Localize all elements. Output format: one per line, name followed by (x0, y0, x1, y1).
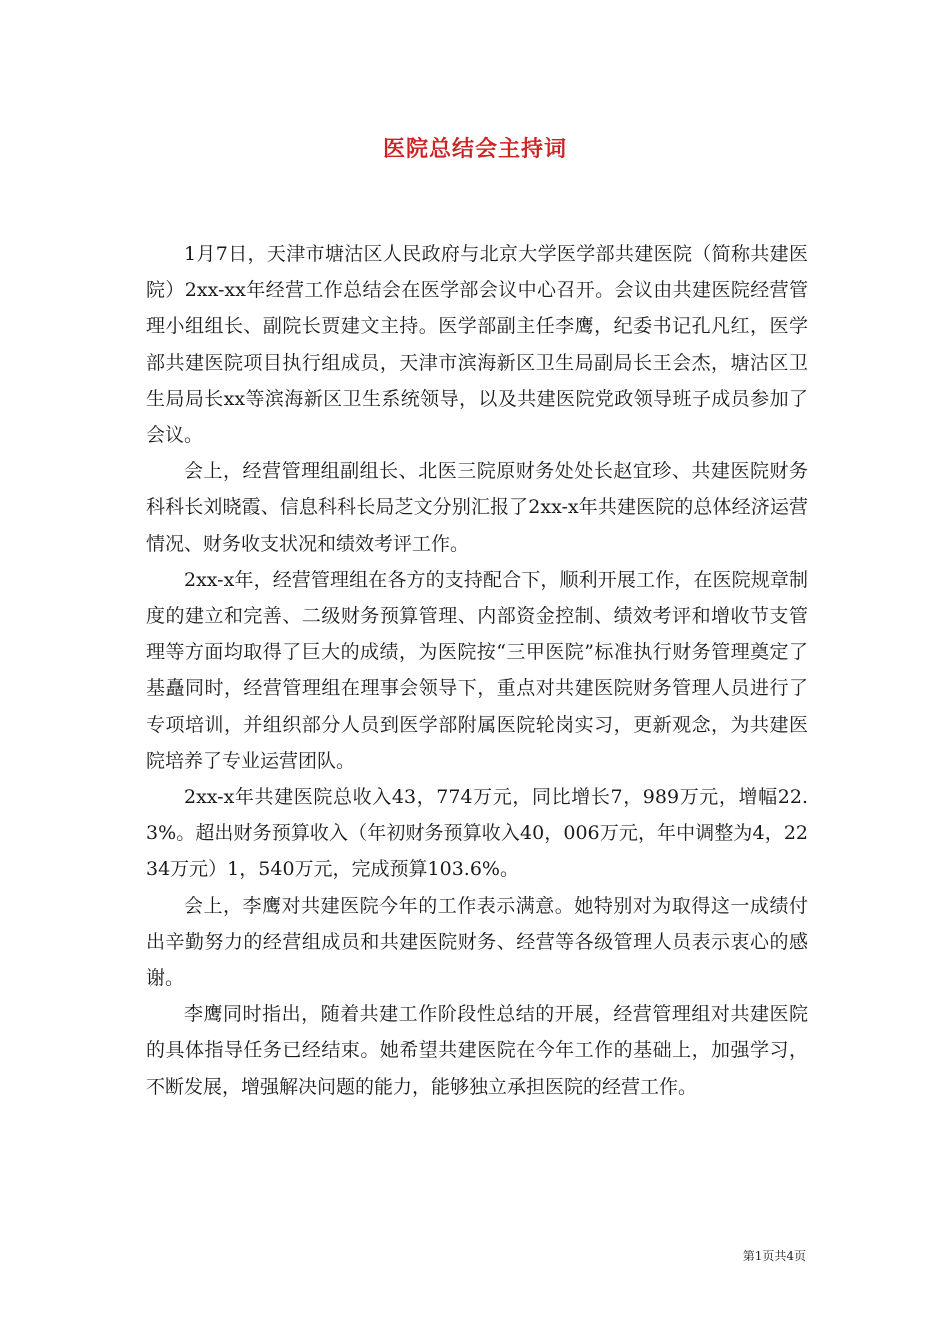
document-body (146, 236, 808, 1105)
paragraph-2: 会上，经营管理组副组长、北医三院原财务处处长赵宜珍、共建医院财务科科长刘晓霞、信息科科长局芝文分别汇报了2xx-x年共建医院的总体经济运营情况、财务收支状况和绩效考评工作。 (146, 460, 808, 555)
paragraph-4: 2xx-x年共建医院总收入43，774万元，同比增长7，989万元，增幅22.3%。超出财务预算收入（年初财务预算收入40，006万元，年中调整为4，2234万元）1，540万元，完成预算103.6%。 (146, 786, 808, 881)
document-title: 医院总结会主持词 (382, 136, 567, 162)
paragraph-3: 2xx-x年，经营管理组在各方的支持配合下，顺利开展工作，在医院规章制度的建立和完善、二级财务预算管理、内部资金控制、绩效考评和增收节支管理等方面均取得了巨大的成绩，为医院按“三甲医院”标准执行财务管理奠定了基矗同时，经营管理组在理事会领导下，重点对共建医院财务管理人员进行了专项培训，并组织部分人员到医学部附属医院轮岗实习，更新观念，为共建医院培养了专业运营团队。 (146, 568, 808, 772)
paragraph-1: 1月7日，天津市塘沽区人民政府与北京大学医学部共建医院（简称共建医院）2xx-xx年经营工作总结会在医学部会议中心召开。会议由共建医院经营管理小组组长、副院长贾建文主持。医学部副主任李鹰，纪委书记孔凡红，医学部共建医院项目执行组成员，天津市滨海新区卫生局副局长王会杰，塘沽区卫生局局长xx等滨海新区卫生系统领导，以及共建医院党政领导班子成员参加了会议。 (146, 243, 808, 447)
paragraph-5: 会上，李鹰对共建医院今年的工作表示满意。她特别对为取得这一成绩付出辛勤努力的经营组成员和共建医院财务、经营等各级管理人员表示衷心的感谢。 (146, 894, 808, 990)
paragraph-6: 李鹰同时指出，随着共建工作阶段性总结的开展，经营管理组对共建医院的具体指导任务已经结束。她希望共建医院在今年工作的基础上，加强学习，不断发展，增强解决问题的能力，能够独立承担医院的经营工作。 (146, 1003, 808, 1098)
page-number-footer: 第1页共4页 (742, 1249, 806, 1263)
